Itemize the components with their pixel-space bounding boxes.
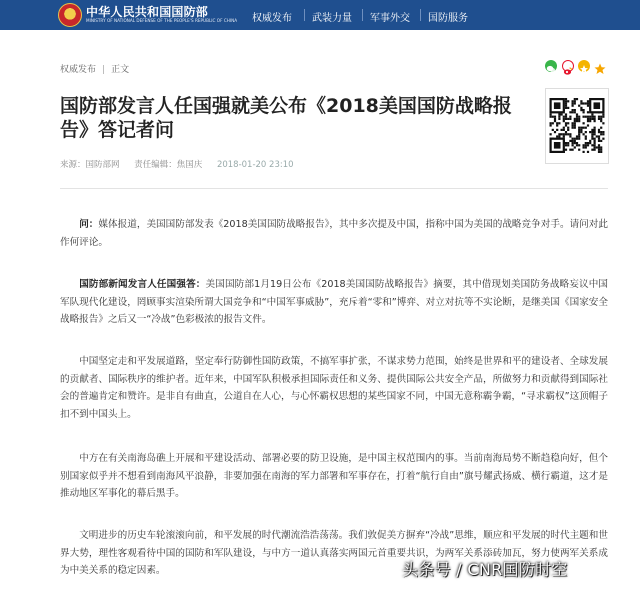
nav-item-defense-services[interactable]: 国防服务 — [428, 13, 468, 24]
qzone-icon[interactable] — [578, 60, 590, 72]
paragraph-text: 中方在有关南海岛礁上开展和平建设活动、部署必要的防卫设施，是中国主权范围内的事。当前南海局势不断趋稳向好，但个别国家似乎并不想看到南海风平浪静，非要加强在南海的军力部署和军事存在，打着“航行自由”旗号耀武扬威、横行霸道，这才是推动地区军事化的幕后黑手。 — [60, 453, 608, 499]
source-watermark: 头条号 / CNR国防时空 — [402, 560, 568, 579]
paragraph-lead: 问： — [79, 219, 99, 230]
qr-code-icon — [545, 88, 609, 164]
article-meta — [60, 158, 306, 170]
article-paragraph-peaceful-development — [60, 353, 608, 423]
article-paragraph-question — [60, 216, 608, 251]
favorite-star-icon[interactable] — [594, 60, 606, 72]
article-paragraph-answer — [60, 276, 608, 329]
article-datetime: 2018-01-20 23:10 — [216, 160, 294, 170]
site-title[interactable]: 中华人民共和国国防部 — [86, 5, 209, 19]
nav-divider — [420, 9, 421, 21]
paragraph-text: 中国坚定走和平发展道路，坚定奉行防御性国防政策，不搞军事扩张，不谋求势力范围，始终是世界和平的建设者、全球发展的贡献者、国际秩序的维护者。近年来，中国军队积极承担国际责任和义务、提供国际公共安全产品，所做努力和贡献得到国际社会的普遍肯定和赞许。是非自有曲直，公道自在人心，与心怀霸权思想的某些国家不同，中国无意称霸争霸，“寻求霸权”这顶帽子扣不到中国头上。 — [60, 356, 608, 420]
nav-item-armed-forces[interactable]: 武装力量 — [312, 13, 352, 24]
wechat-icon[interactable] — [545, 60, 557, 72]
nav-item-military-diplomacy[interactable]: 军事外交 — [370, 13, 410, 24]
divider — [60, 188, 608, 189]
site-subtitle: MINISTRY OF NATIONAL DEFENSE OF THE PEOPLE'S REPUBLIC OF CHINA — [86, 18, 238, 23]
article-source: 来源：国防部网 — [60, 160, 120, 170]
nav-item-authoritative-release[interactable]: 权威发布 — [252, 13, 292, 24]
paragraph-lead: 国防部新闻发言人任国强答： — [79, 279, 206, 290]
article-paragraph-south-china-sea — [60, 450, 608, 503]
site-header — [0, 0, 640, 30]
paragraph-text: 文明进步的历史车轮滚滚向前，和平发展的时代潮流浩浩荡荡。我们敦促美方摒弃“冷战”思维，顺应和平发展的时代主题和世界大势，理性客观看待中国的国防和军队建设，与中方一道认真落实两国元首重要共识，为两军关系添砖加瓦，努力使两军关系成为中美关系的稳定因素。 — [60, 530, 608, 576]
article-editor: 责任编辑：焦国庆 — [134, 160, 203, 170]
weibo-icon[interactable] — [562, 60, 574, 72]
breadcrumb — [60, 62, 129, 75]
nav-divider — [362, 9, 363, 21]
nav-divider — [304, 9, 305, 21]
national-emblem-icon[interactable] — [58, 3, 82, 27]
breadcrumb-separator: | — [102, 65, 106, 75]
breadcrumb-section[interactable]: 权威发布 — [60, 65, 97, 75]
breadcrumb-current: 正文 — [111, 65, 130, 75]
paragraph-text: 美国国防部1月19日公布《2018美国国防战略报告》摘要，其中借现划美国防务战略妄议中国军队现代化建设，罔顾事实渲染所谓大国竞争和“中国军事威胁”，充斥着“零和”博弈、对立对抗等不实论断，是继美国《国家安全战略报告》之后又一“冷战”色彩极浓的报告文件。 — [60, 279, 609, 325]
article-title: 国防部发言人任国强就美公布《2018美国国防战略报告》答记者问 — [60, 95, 512, 141]
paragraph-text: 媒体报道，美国国防部发表《2018美国国防战略报告》，其中多次提及中国，指称中国为美国的战略竞争对手。请问对此作何评论。 — [60, 219, 608, 248]
